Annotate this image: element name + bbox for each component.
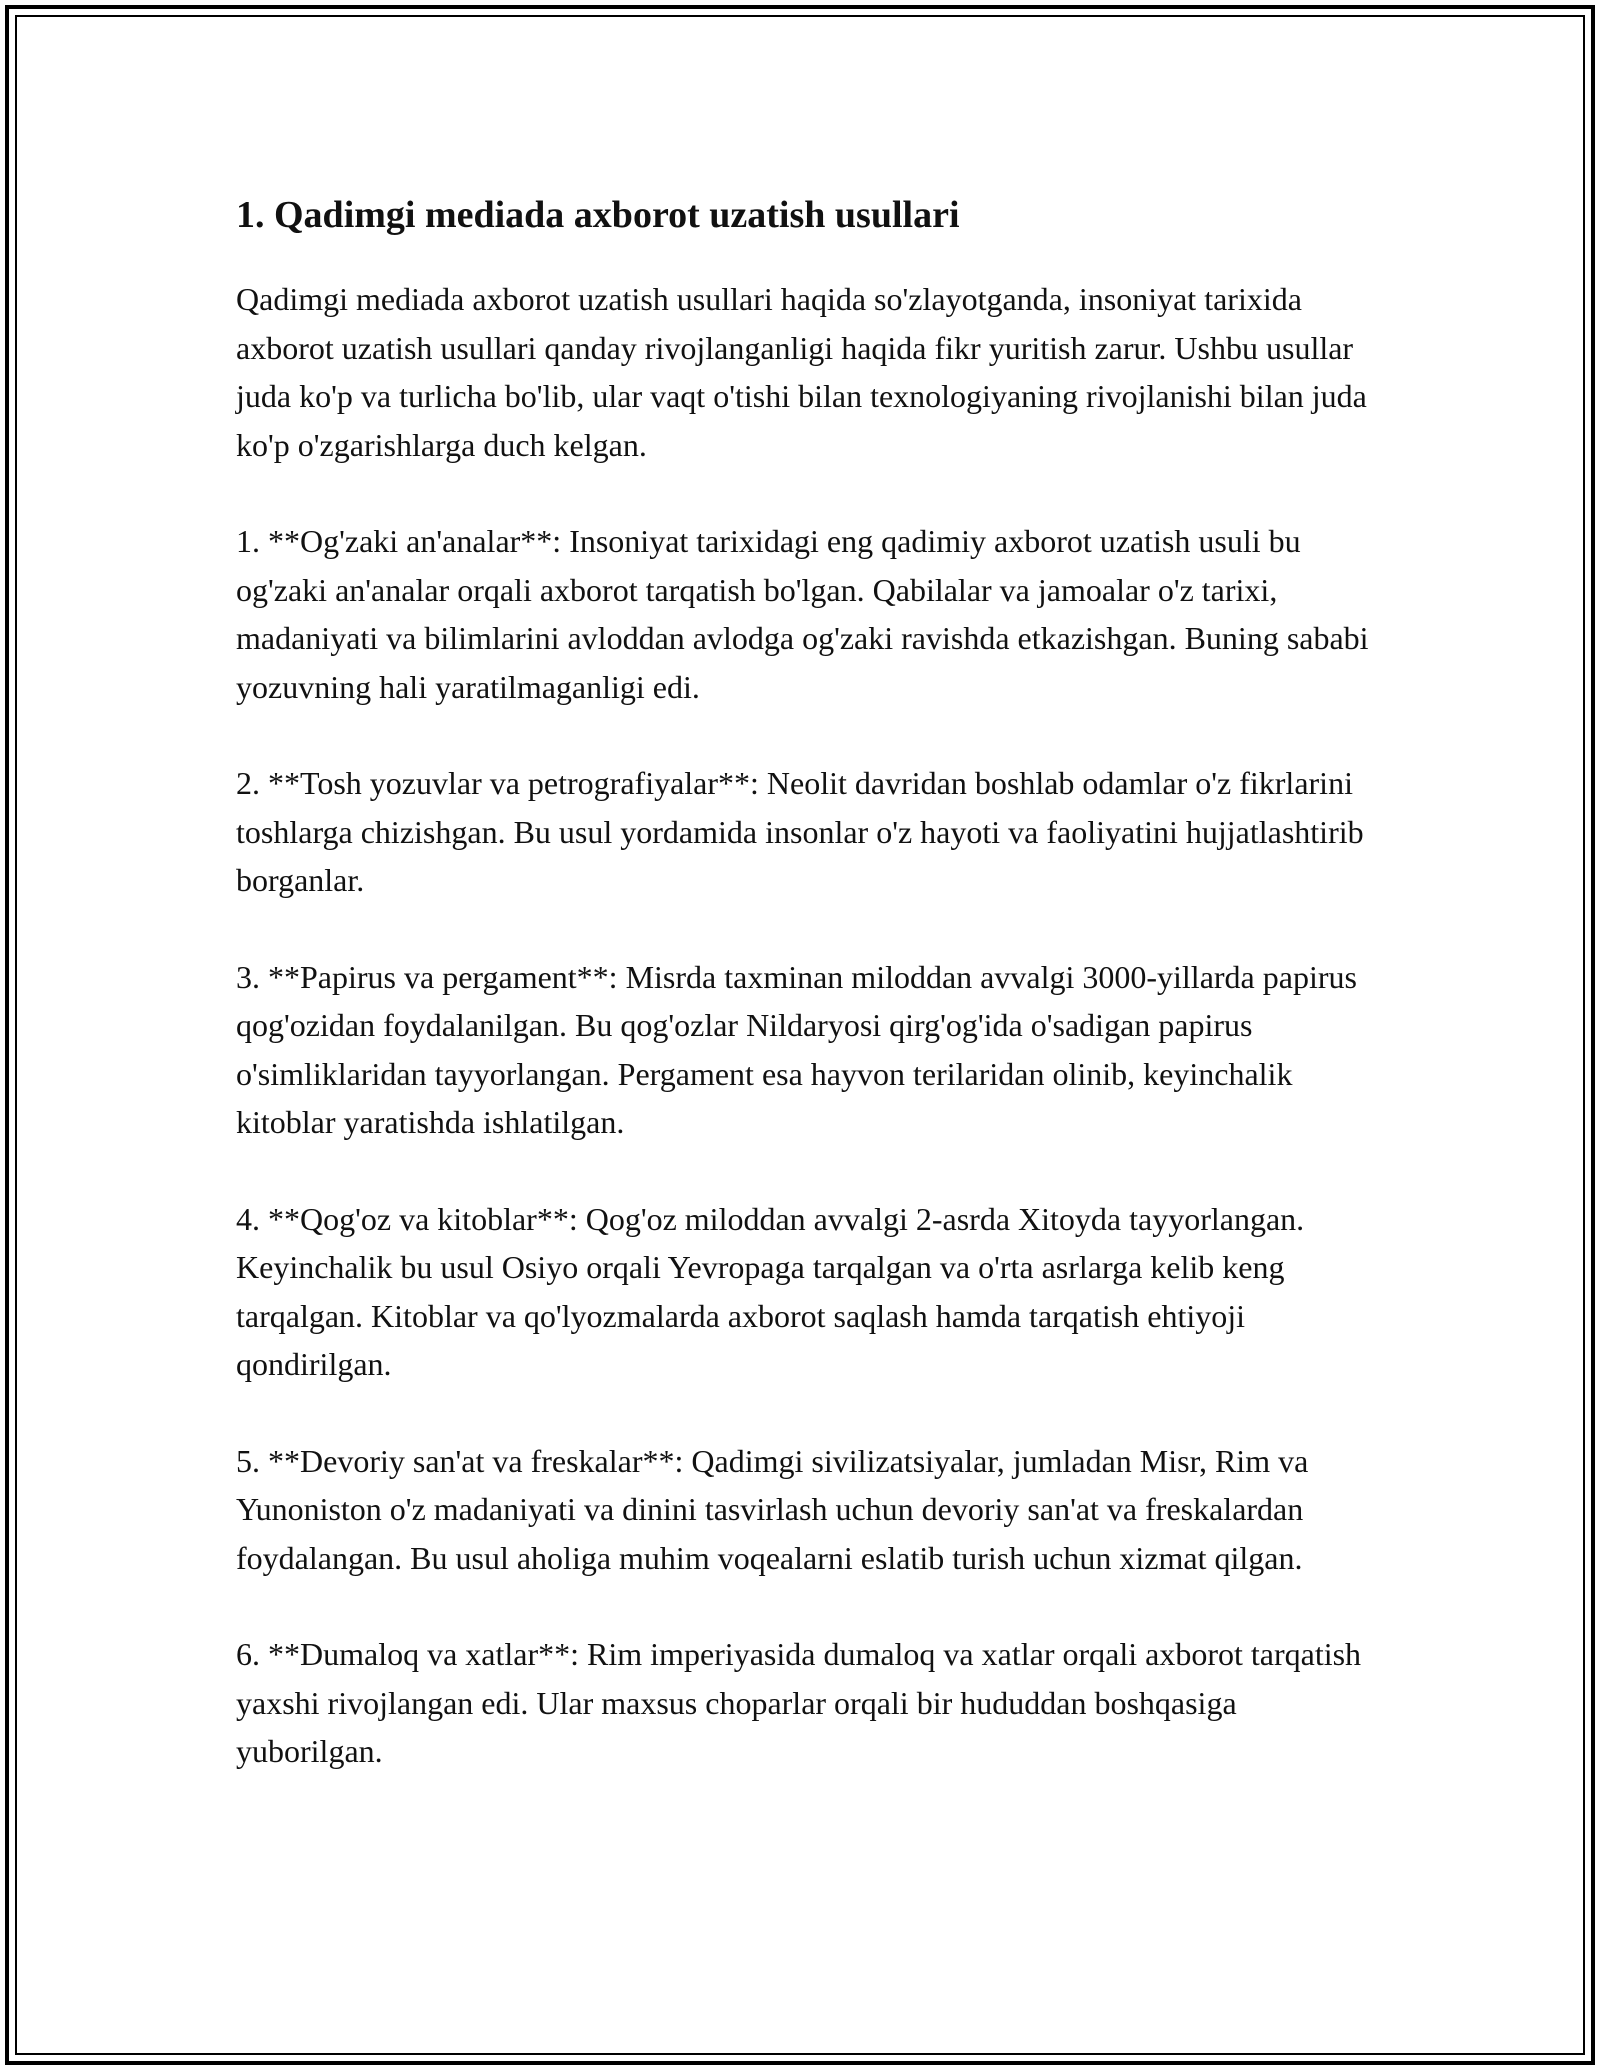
list-item-paper-books: 4. **Qog'oz va kitoblar**: Qog'oz miloddan avvalgi 2-asrda Xitoyda tayyorlangan. Keyinchalik bu usul Osiyo orqali Yevropaga tarqalgan va o'rta asrlarga kelib keng tarqalgan. Kitoblar va qo'lyozmalarda axborot saqlash hamda tarqatish ehtiyoji qondirilgan.: [236, 1200, 1305, 1382]
document-body: [236, 185, 1386, 1824]
list-item-murals-frescoes: 5. **Devoriy san'at va freskalar**: Qadimgi sivilizatsiyalar, jumladan Misr, Rim va Yunoniston o'z madaniyati va dinini tasvirlash uchun devoriy san'at va freskalardan foydalangan. Bu usul aholiga muhim voqealarni eslatib turish uchun xizmat qilgan.: [236, 1442, 1309, 1576]
list-item-oral-traditions: 1. **Og'zaki an'analar**: Insoniyat tarixidagi eng qadimiy axborot uzatish usuli bu og'zaki an'analar orqali axborot tarqatish bo'lgan. Qabilalar va jamoalar o'z tarixi, madaniyati va bilimlarini avloddan avlodga og'zaki ravishda etkazishgan. Buning sababi yozuvning hali yaratilmaganligi edi.: [236, 523, 1369, 705]
list-item-stone-inscriptions: 2. **Tosh yozuvlar va petrografiyalar**: Neolit davridan boshlab odamlar o'z fikrlarini toshlarga chizishgan. Bu usul yordamida insonlar o'z hayoti va faoliyatini hujjatlashtirib borganlar.: [236, 765, 1364, 898]
intro-paragraph: Qadimgi mediada axborot uzatish usullari haqida so'zlayotganda, insoniyat tarixida axborot uzatish usullari qanday rivojlanganligi haqida fikr yuritish zarur. Ushbu usullar juda ko'p va turlicha bo'lib, ular vaqt o'tishi bilan texnologiyaning rivojlanishi bilan juda ko'p o'zgarishlarga duch kelgan.: [236, 281, 1367, 463]
document-title: 1. Qadimgi mediada axborot uzatish usullari: [236, 194, 960, 236]
list-item-scrolls-letters: 6. **Dumaloq va xatlar**: Rim imperiyasida dumaloq va xatlar orqali axborot tarqatish yaxshi rivojlangan edi. Ular maxsus choparlar orqali bir hududdan boshqasiga yuborilgan.: [236, 1636, 1362, 1769]
list-item-papyrus-parchment: 3. **Papirus va pergament**: Misrda taxminan miloddan avvalgi 3000-yillarda papirus qog'ozidan foydalanilgan. Bu qog'ozlar Nildaryosi qirg'og'ida o'sadigan papirus o'simliklaridan tayyorlangan. Pergament esa hayvon terilaridan olinib, keyinchalik kitoblar yaratishda ishlatilgan.: [236, 958, 1357, 1140]
